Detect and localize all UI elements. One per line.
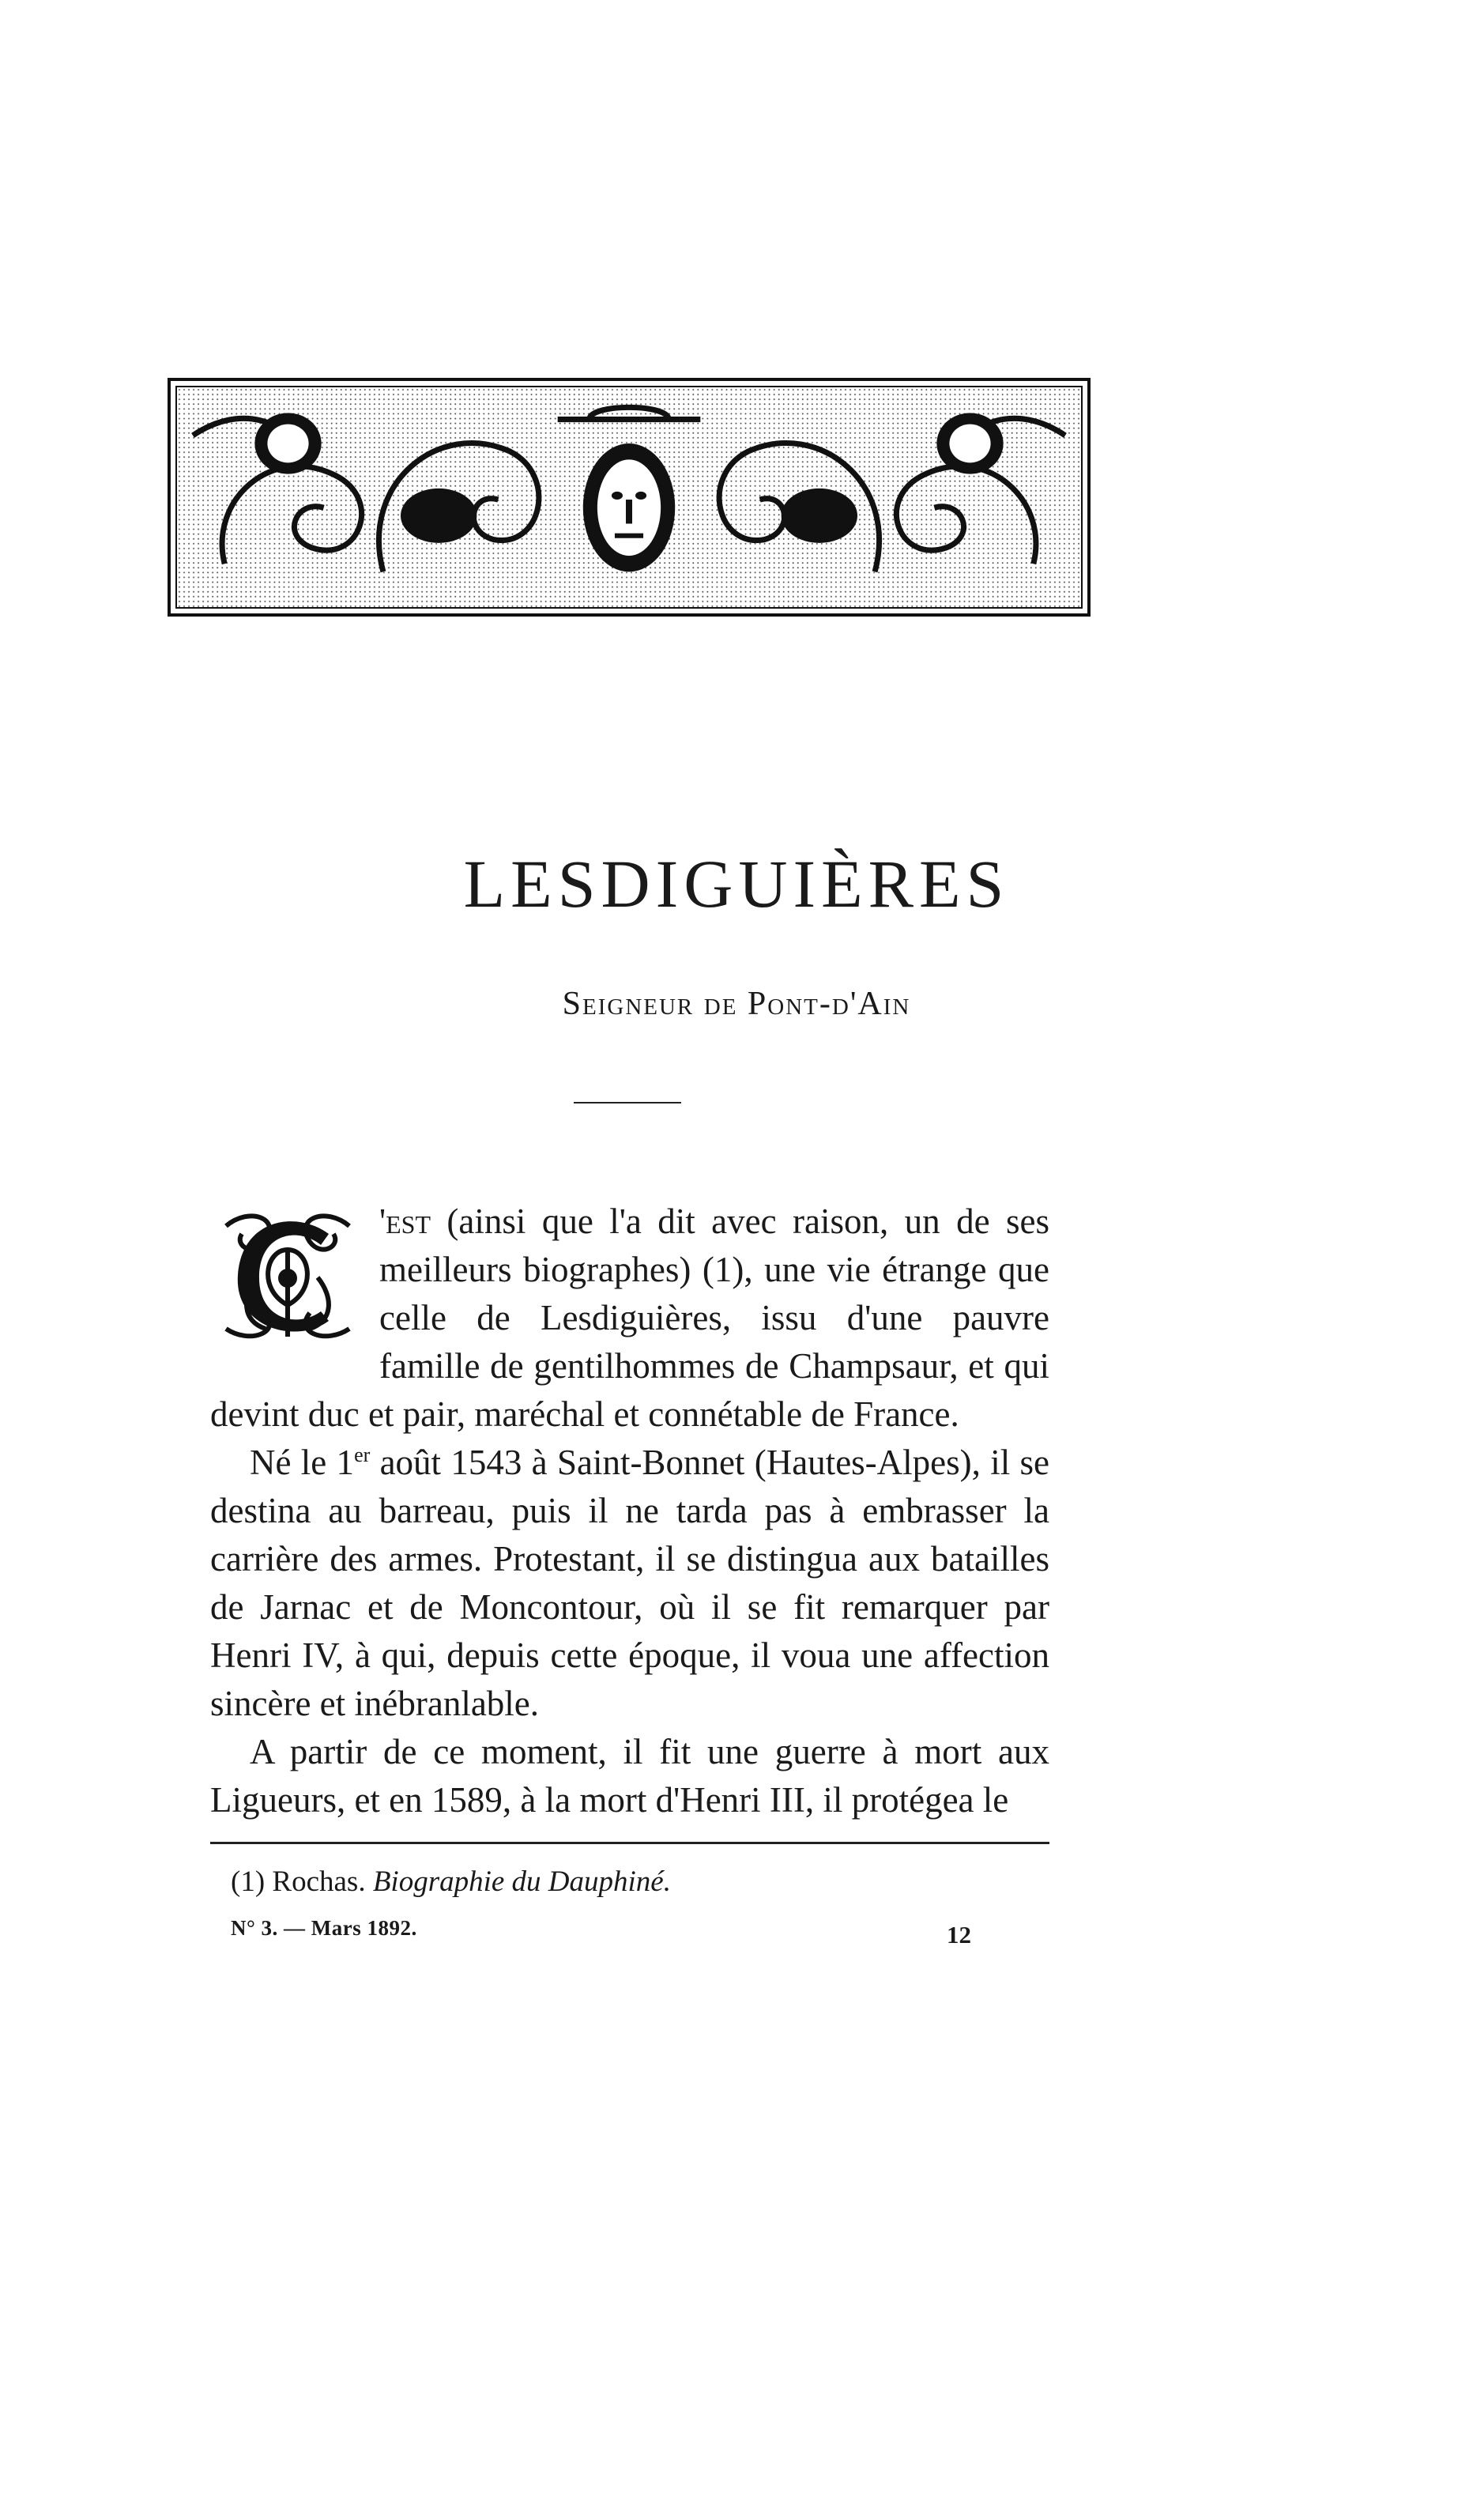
article-body — [210, 1198, 1049, 1824]
paragraph-text: A partir de ce moment, il fit une guerre à mort aux Ligueurs, et en 1589, à la mort d'Henri III, il protégea le — [210, 1732, 1049, 1820]
ordinal-superscript: er — [354, 1443, 371, 1466]
issue-line: N° 3. — Mars 1892. — [231, 1916, 417, 1940]
page-subtitle: Seigneur de Pont-d'Ain — [562, 986, 911, 1022]
page-number: 12 — [947, 1921, 971, 1948]
paragraph — [210, 1198, 1049, 1439]
paragraph-text: (ainsi que l'a dit avec raison, un de ses meilleurs biographes) (1), une vie étrange que celle de Lesdiguières, issu d'une pauvre famille de gentilhommes de Champsaur, et qui devint duc et pair, maréchal et connétable de France. — [210, 1202, 1049, 1434]
footnote — [231, 1862, 671, 1902]
footnote-source: Biographie du Dauphiné. — [372, 1865, 671, 1898]
opening-word: 'est — [379, 1202, 431, 1241]
paragraph — [210, 1439, 1049, 1728]
paragraph-text: août 1543 à Saint-Bonnet (Hautes-Alpes), il se destina au barreau, puis il ne tarda pas à embrasser la carrière des armes. Protestant, il se distingua aux batailles de Jarnac et de Moncontour, où il se fit remarquer par Henri IV, à qui, depuis cette époque, il voua une affection sincère et inébranlable. — [210, 1443, 1049, 1723]
paragraph — [210, 1728, 1049, 1824]
paragraph-text: Né le 1 — [250, 1443, 355, 1482]
footnote-divider — [210, 1842, 1049, 1844]
footnote-mark: (1) Rochas. — [231, 1865, 373, 1898]
page-title: LESDIGUIÈRES — [463, 846, 1010, 922]
ornament-scrollwork-icon — [177, 387, 1081, 607]
ornamental-headpiece — [168, 378, 1091, 617]
title-divider — [574, 1102, 681, 1103]
floral-initial-icon — [210, 1202, 365, 1348]
